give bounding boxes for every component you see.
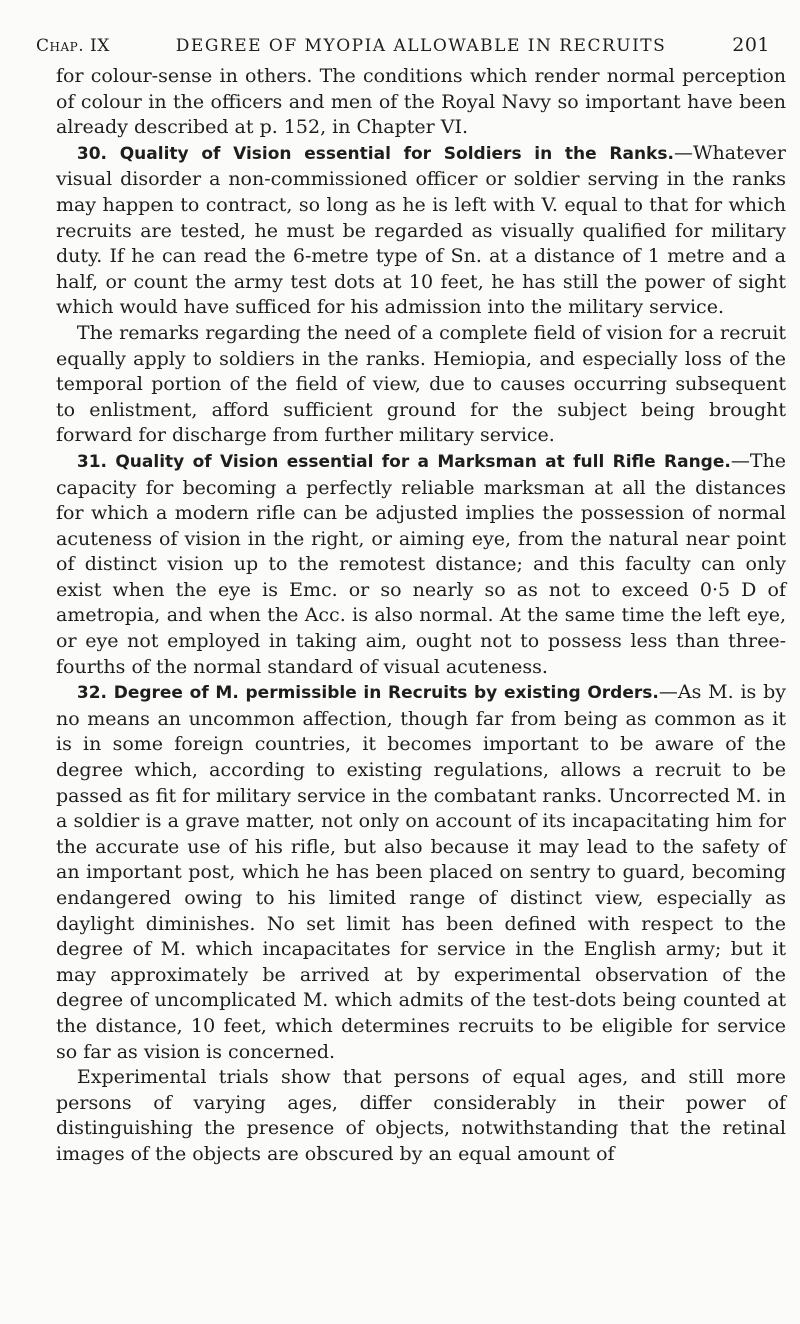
chapter-label: Chap. IX — [36, 36, 110, 56]
section-paragraph — [56, 141, 786, 321]
running-header — [36, 34, 770, 56]
paragraph-text: —Whatever visual disorder a non-commissioned officer or soldier serving in the ranks may happen to contract, so long as he is left with V. equal to that for which recruits are tested, he must be regarded as visually qualified for military duty. If he can read the 6-metre type of Sn. at a distance of 1 metre and a half, or count the army test dots at 10 feet, he has still the power of sight which would have sufficed for his admission into the military service. — [56, 141, 786, 319]
page-number: 201 — [732, 34, 770, 56]
section-heading: 30. Quality of Vision essential for Soldiers in the Ranks. — [76, 143, 674, 164]
paragraph-text: for colour-sense in others. The conditions which render normal perception of colour in the officers and men of the Royal Navy so important have been already described at p. 152, in Chapter VI. — [56, 65, 786, 139]
paragraph-text: —As M. is by no means an uncommon affection, though far from being as common as it is in some foreign countries, it becomes important to be aware of the degree which, according to existing regulations, allows a recruit to be passed as fit for military service in the combatant ranks. Uncorrected M. in a soldier is a grave matter, not only on account of its incapacitating him for the accurate use of his rifle, but also because it may lead to the safety of an important post, which he has been placed on sentry to guard, becoming endangered owing to his limited range of distinct view, especially as daylight diminishes. No set limit has been defined with respect to the degree of M. which incapacitates for service in the English army; but it may approximately be arrived at by experimental observation of the degree of uncomplicated M. which admits of the test-dots being counted at the distance, 10 feet, which determines recruits to be eligible for service so far as vision is concerned. — [56, 681, 786, 1063]
paragraph-text: The remarks regarding the need of a complete field of vision for a recruit equally apply to soldiers in the ranks. Hemiopia, and especially loss of the temporal portion of the field of view, due to causes occurring subsequent to enlistment, afford sufficient ground for the subject being brought forward for discharge from further military service. — [56, 321, 786, 447]
paragraph-text: —The capacity for becoming a perfectly reliable marksman at all the distances for which a modern rifle can be adjusted implies the possession of normal acuteness of vision in the right, or aiming eye, from the natural near point of distinct vision up to the remotest distance; and this faculty can only exist when the eye is Emc. or so nearly so as not to exceed 0·5 D of ametropia, and when the Acc. is also normal. At the same time the left eye, or eye not employed in taking aim, ought not to possess less than three-fourths of the normal standard of visual acuteness. — [56, 449, 786, 678]
section-paragraph — [56, 449, 786, 680]
paragraph — [56, 64, 786, 141]
paragraph — [56, 1065, 786, 1167]
section-heading: 31. Quality of Vision essential for a Marksman at full Rifle Range. — [76, 451, 731, 472]
paragraph-text: Experimental trials show that persons of equal ages, and still more persons of varying ages, differ considerably in their power of distinguishing the presence of objects, notwithstanding that the retinal images of the objects are obscured by an equal amount of — [56, 1066, 786, 1165]
running-title: DEGREE OF MYOPIA ALLOWABLE IN RECRUITS — [175, 36, 667, 56]
paragraph — [56, 321, 786, 449]
body-text — [56, 64, 786, 1168]
section-heading: 32. Degree of M. permissible in Recruits by existing Orders. — [76, 683, 659, 704]
section-paragraph — [56, 680, 786, 1065]
